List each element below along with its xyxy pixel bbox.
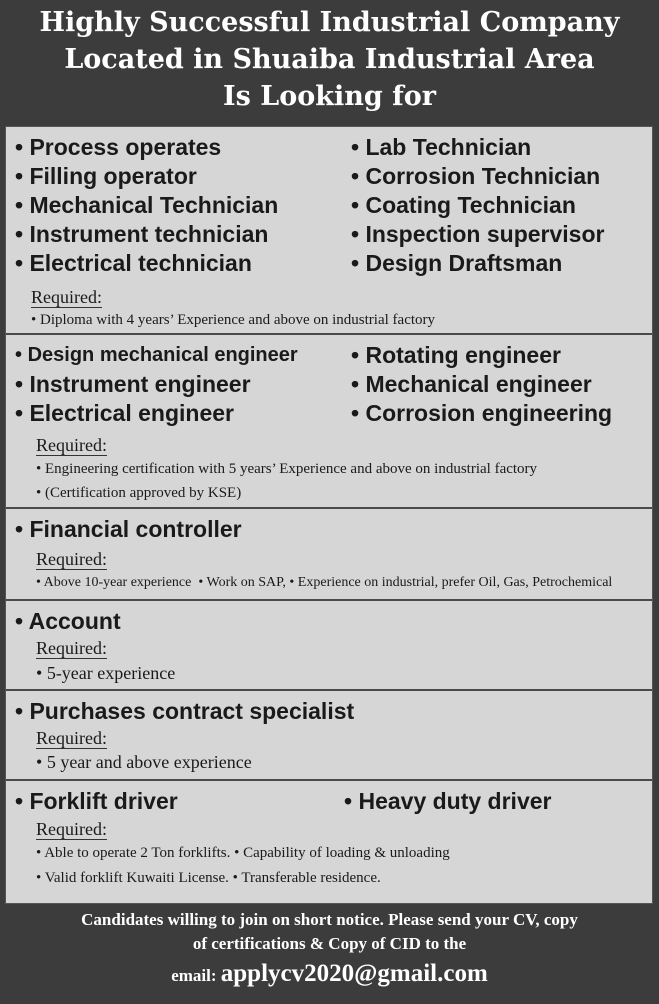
job-item: • Purchases contract specialist	[15, 698, 355, 724]
section-engineers	[6, 335, 652, 509]
required-label: Required:	[36, 435, 107, 455]
job-item: • Mechanical engineer	[351, 371, 592, 397]
requirement-item: • 5 year and above experience	[36, 752, 252, 772]
requirement-item: • Above 10-year experience • Work on SAP, • Experience on industrial, prefer Oil, Gas, Petrochemical	[36, 575, 613, 590]
job-item: • Forklift driver	[15, 788, 178, 814]
requirement-item: • Diploma with 4 years’ Experience and above on industrial factory	[31, 312, 436, 328]
requirement-item: • Engineering certification with 5 years’ Experience and above on industrial factory	[36, 461, 538, 477]
requirement-item: • 5-year experience	[36, 663, 176, 683]
job-item: • Rotating engineer	[351, 342, 561, 368]
job-item: • Electrical engineer	[15, 400, 234, 426]
requirement-item: • Able to operate 2 Ton forklifts. • Capability of loading & unloading	[36, 845, 450, 861]
section-technicians	[6, 127, 652, 335]
job-item: • Lab Technician	[351, 134, 532, 160]
section-purchases	[6, 691, 652, 781]
section-financial-controller	[6, 509, 652, 601]
job-item: • Account	[15, 608, 121, 634]
job-item: • Instrument engineer	[15, 371, 251, 397]
ad-footer	[0, 904, 659, 1004]
email-address: applycv2020@gmail.com	[220, 960, 488, 987]
footer-line-1: Candidates willing to join on short notice. Please send your CV, copy	[81, 910, 578, 929]
job-item: • Electrical technician	[15, 250, 252, 276]
job-item: • Corrosion Technician	[351, 163, 601, 189]
required-label: Required:	[31, 287, 102, 307]
section-drivers	[6, 781, 652, 903]
job-item: • Financial controller	[15, 516, 242, 542]
section-account	[6, 601, 652, 691]
required-label: Required:	[36, 638, 107, 658]
required-label: Required:	[36, 549, 107, 569]
requirement-item: • Valid forklift Kuwaiti License. • Transferable residence.	[36, 870, 381, 886]
header-line-3: Is Looking for	[223, 81, 436, 112]
job-item: • Design mechanical engineer	[15, 344, 298, 366]
requirement-item: • (Certification approved by KSE)	[36, 485, 242, 501]
job-item: • Corrosion engineering	[351, 400, 613, 426]
technicians-left-column	[15, 133, 278, 278]
job-item: • Instrument technician	[15, 221, 269, 247]
engineers-left-column	[15, 341, 298, 428]
job-listings	[5, 126, 653, 904]
required-label: Required:	[36, 819, 107, 839]
header-line-1: Highly Successful Industrial Company	[39, 7, 620, 38]
footer-email-line	[0, 956, 659, 994]
job-item: • Process operates	[15, 134, 222, 160]
required-label: Required:	[36, 728, 107, 748]
job-item: • Coating Technician	[351, 192, 576, 218]
engineers-right-column	[351, 341, 612, 428]
header-line-2: Located in Shuaiba Industrial Area	[64, 44, 595, 75]
technicians-right-column	[351, 133, 604, 278]
ad-header	[0, 0, 659, 126]
job-item: • Mechanical Technician	[15, 192, 279, 218]
job-item: • Heavy duty driver	[344, 788, 552, 814]
email-label: email:	[171, 966, 217, 985]
job-item: • Filling operator	[15, 163, 197, 189]
job-item: • Inspection supervisor	[351, 221, 605, 247]
footer-line-2: of certifications & Copy of CID to the	[192, 934, 467, 953]
job-item: • Design Draftsman	[351, 250, 563, 276]
